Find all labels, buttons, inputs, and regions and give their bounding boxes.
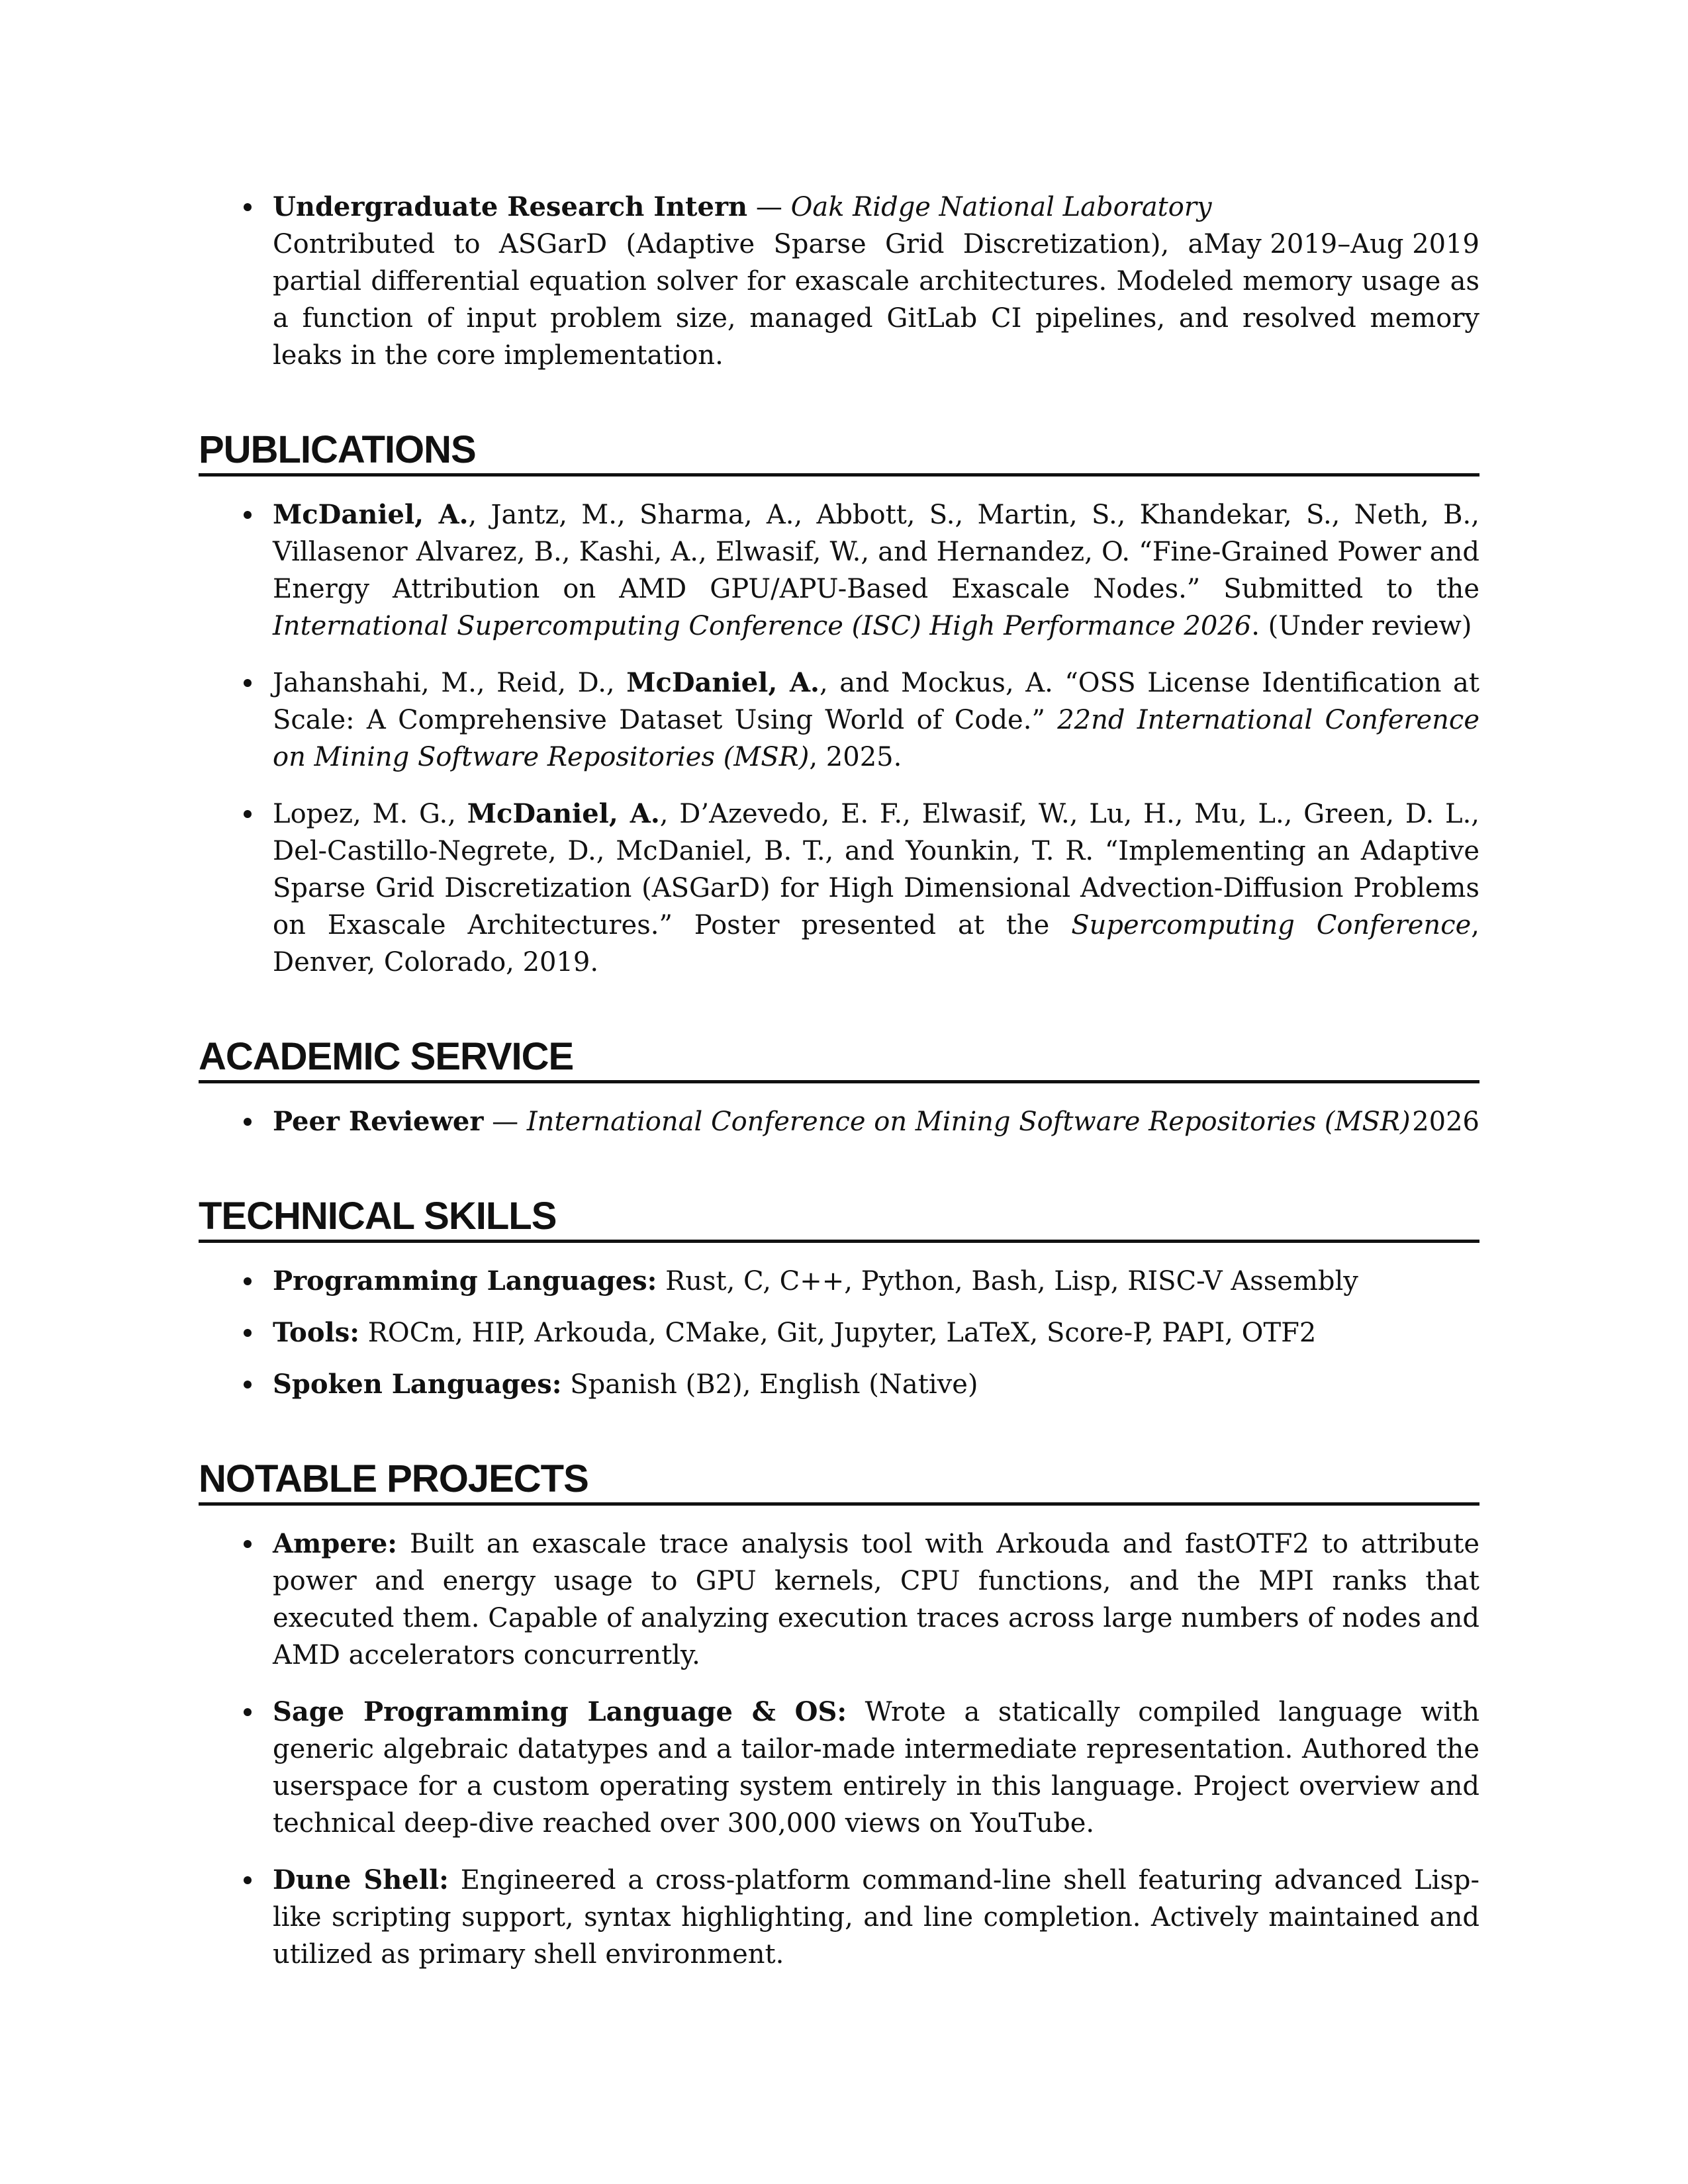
job-title: Undergraduate Research Intern	[273, 191, 748, 222]
project-description: Wrote a statically compiled language with generic algebraic datatypes and a tailor-made intermediate representation. Authored the userspace for a custom operating system entirely in this language. Project overview and technical deep-dive reached over 300,000 views on YouTube.	[273, 1697, 1480, 1839]
project-item	[199, 1525, 1479, 1674]
date-range: May 2019–Aug 2019	[1203, 229, 1479, 259]
section-divider	[199, 1502, 1479, 1506]
publication-item	[199, 496, 1479, 645]
skill-value: Spanish (B2), English (Native)	[561, 1369, 978, 1400]
section-title-publications: PUBLICATIONS	[199, 428, 476, 471]
skill-item	[199, 1314, 1479, 1351]
bullet-icon	[244, 1381, 252, 1388]
authors-post: , and Mockus, A. “OSS License Identification at Scale: A Comprehensive Dataset Using World of Code.”	[273, 668, 1479, 735]
bullet-icon	[244, 1118, 252, 1126]
section-divider	[199, 1080, 1479, 1083]
resume-page	[199, 189, 1479, 1973]
skill-label: Spoken Languages:	[273, 1369, 562, 1400]
section-title-service: ACADEMIC SERVICE	[199, 1035, 574, 1078]
service-role: Peer Reviewer	[273, 1106, 484, 1137]
project-item	[199, 1862, 1479, 1973]
project-item	[199, 1694, 1479, 1842]
publication-tail: . (Under review)	[1251, 611, 1472, 641]
bullet-icon	[244, 1708, 252, 1716]
bullet-icon	[244, 203, 252, 211]
bullet-icon	[244, 810, 252, 818]
service-venue: International Conference on Mining Software Repositories (MSR)	[526, 1107, 1411, 1137]
service-item	[199, 1103, 1479, 1140]
section-divider	[199, 1240, 1479, 1243]
skill-value: ROCm, HIP, Arkouda, CMake, Git, Jupyter, LaTeX, Score-P, PAPI, OTF2	[359, 1318, 1317, 1348]
authors-post: , D’Azevedo, E. F., Elwasif, W., Lu, H., Mu, L., Green, D. L., Del-Castillo-Negrete, D., McDaniel, B. T., and Younkin, T. R. “Implementing an Adaptive Sparse Grid Discretization (ASGarD) for High Dimensional Advection-Diffusion Problems on Exascale Architectures.” Poster presented at the	[273, 799, 1479, 940]
separator: —	[483, 1107, 527, 1137]
publication-venue: 22nd International Conference on Mining Software Repositories (MSR)	[273, 705, 1480, 772]
skills-list	[199, 1263, 1479, 1403]
publications-list	[199, 496, 1479, 981]
job-description: Contributed to ASGarD (Adaptive Sparse Grid Discretization), a partial differential equation solver for exascale architectures. Modeled memory usage as a function of input problem size, managed GitLab CI pipelines, and resolved memory leaks in the core implementation.	[273, 229, 1479, 371]
project-name: Ampere:	[273, 1528, 398, 1559]
service-year: 2026	[1412, 1107, 1479, 1137]
author-highlight: McDaniel, A.	[626, 667, 820, 698]
bullet-icon	[244, 511, 252, 519]
section-title-skills: TECHNICAL SKILLS	[199, 1195, 557, 1238]
skills-section	[199, 1195, 1479, 1403]
projects-section	[199, 1457, 1479, 1973]
section-divider	[199, 473, 1479, 477]
skill-item	[199, 1263, 1479, 1300]
author-highlight: McDaniel, A.	[273, 499, 469, 530]
bullet-icon	[244, 1876, 252, 1884]
bullet-icon	[244, 1329, 252, 1337]
projects-list	[199, 1525, 1479, 1973]
project-name: Dune Shell:	[273, 1864, 449, 1895]
authors-pre: Jahanshahi, M., Reid, D.,	[273, 668, 627, 698]
publication-tail: , 2025.	[809, 742, 902, 772]
publication-item	[199, 664, 1479, 776]
project-description: Built an exascale trace analysis tool with Arkouda and fastOTF2 to attribute power and energy usage to GPU kernels, CPU functions, and the MPI ranks that executed them. Capable of analyzing execution traces across large numbers of nodes and AMD accelerators concurrently.	[273, 1529, 1479, 1670]
publication-tail: , Denver, Colorado, 2019.	[273, 910, 1479, 978]
publication-venue: International Supercomputing Conference (ISC) High Performance 2026	[273, 611, 1252, 641]
publication-item	[199, 796, 1479, 981]
skill-item	[199, 1366, 1479, 1403]
service-list	[199, 1103, 1479, 1140]
authors-pre: Lopez, M. G.,	[273, 799, 467, 829]
bullet-icon	[244, 1277, 252, 1285]
skill-value: Rust, C, C++, Python, Bash, Lisp, RISC-V Assembly	[657, 1266, 1358, 1297]
bullet-icon	[244, 679, 252, 687]
authors-post: , Jantz, M., Sharma, A., Abbott, S., Martin, S., Khandekar, S., Neth, B., Villasenor Alvarez, B., Kashi, A., Elwasif, W., and Hernandez, O. “Fine-Grained Power and Energy Attribution on AMD GPU/APU-Based Exascale Nodes.” Submitted to the	[273, 500, 1479, 604]
experience-list	[199, 189, 1479, 374]
service-section	[199, 1035, 1479, 1140]
experience-item	[199, 189, 1479, 374]
skill-label: Programming Languages:	[273, 1265, 657, 1297]
skill-label: Tools:	[273, 1317, 360, 1348]
project-description: Engineered a cross-platform command-line shell featuring advanced Lisp-like scripting support, syntax highlighting, and line completion. Actively maintained and utilized as primary shell environment.	[273, 1865, 1479, 1970]
separator: —	[747, 192, 791, 222]
author-highlight: McDaniel, A.	[467, 798, 660, 829]
project-name: Sage Programming Language & OS:	[273, 1696, 847, 1727]
section-title-projects: NOTABLE PROJECTS	[199, 1457, 588, 1500]
organization: Oak Ridge National Laboratory	[790, 192, 1212, 222]
publications-section	[199, 428, 1479, 981]
bullet-icon	[244, 1540, 252, 1548]
publication-venue: Supercomputing Conference	[1071, 910, 1472, 940]
